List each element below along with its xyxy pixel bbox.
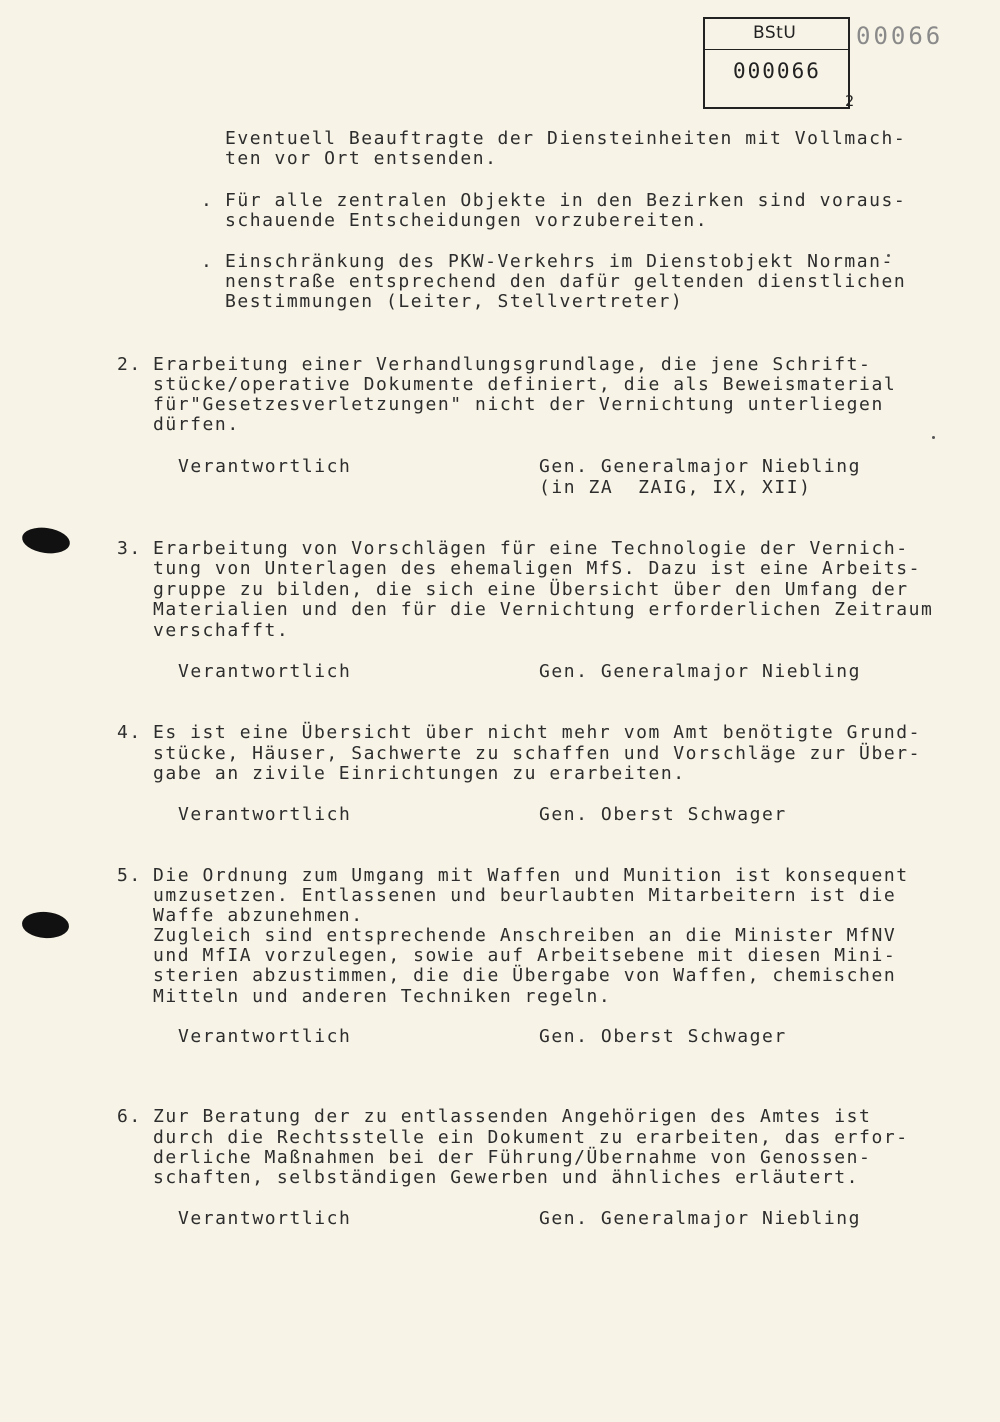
text-line: Eventuell Beauftragte der Diensteinheiten mit Vollmach- [225, 128, 907, 149]
text-line: Erarbeitung einer Verhandlungsgrundlage, die jene Schrift- [153, 354, 872, 375]
responsible-person: Gen. Oberst Schwager [539, 1026, 787, 1047]
bullet-marker: . [201, 190, 214, 211]
stamp-divider [705, 49, 848, 50]
text-line: derliche Maßnahmen bei der Führung/Übernahme von Genossen- [153, 1147, 872, 1168]
text-line: ten vor Ort entsenden. [225, 148, 498, 169]
stamp-mark: 2 [845, 92, 855, 110]
punch-hole-mark-top [20, 525, 71, 556]
responsible-label: Verantwortlich [178, 456, 352, 477]
text-line: Zugleich sind entsprechende Anschreiben an die Minister MfNV [153, 925, 897, 946]
item-number: 6. [117, 1106, 142, 1127]
responsible-label: Verantwortlich [178, 661, 352, 682]
text-line: und MfIA vorzulegen, sowie auf Arbeitsebene mit diesen Mini- [153, 945, 897, 966]
item-number: 2. [117, 354, 142, 375]
archive-stamp [703, 17, 855, 110]
responsible-person: Gen. Generalmajor Niebling [539, 456, 862, 477]
text-line: schaften, selbständigen Gewerben und ähnliches erläutert. [153, 1167, 860, 1188]
text-line: Zur Beratung der zu entlassenden Angehörigen des Amtes ist [153, 1106, 872, 1127]
responsible-label: Verantwortlich [178, 1208, 352, 1229]
text-line: Mitteln und anderen Techniken regeln. [153, 986, 612, 1007]
bullet-marker: . [201, 251, 214, 272]
text-line: schauende Entscheidungen vorzubereiten. [225, 210, 709, 231]
responsible-label: Verantwortlich [178, 804, 352, 825]
text-line: Bestimmungen (Leiter, Stellvertreter) [225, 291, 684, 312]
text-line: durch die Rechtsstelle ein Dokument zu erarbeiten, das erfor- [153, 1127, 909, 1148]
text-line: Die Ordnung zum Umgang mit Waffen und Munition ist konsequent [153, 865, 909, 886]
responsible-person: Gen. Oberst Schwager [539, 804, 787, 825]
text-line: für"Gesetzesverletzungen" nicht der Vernichtung unterliegen [153, 394, 884, 415]
text-line: stücke/operative Dokumente definiert, die als Beweismaterial [153, 374, 897, 395]
text-line: gruppe zu bilden, die sich eine Übersicht über den Umfang der [153, 579, 909, 600]
text-line: Waffe abzunehmen. [153, 905, 364, 926]
responsible-person: Gen. Generalmajor Niebling [539, 661, 862, 682]
text-line: umzusetzen. Entlassenen und beurlaubten Mitarbeitern ist die [153, 885, 897, 906]
text-line: sterien abzustimmen, die die Übergabe von Waffen, chemischen [153, 965, 897, 986]
item-number: 3. [117, 538, 142, 559]
speck [932, 436, 935, 439]
item-number: 4. [117, 722, 142, 743]
responsible-person: (in ZA ZAIG, IX, XII) [539, 477, 812, 498]
text-line: stücke, Häuser, Sachwerte zu schaffen und Vorschläge zur Über- [153, 743, 921, 764]
text-line: tung von Unterlagen des ehemaligen MfS. Dazu ist eine Arbeits- [153, 558, 921, 579]
text-line: Es ist eine Übersicht über nicht mehr vom Amt benötigte Grund- [153, 722, 921, 743]
text-line: Erarbeitung von Vorschlägen für eine Technologie der Vernich- [153, 538, 909, 559]
responsible-person: Gen. Generalmajor Niebling [539, 1208, 862, 1229]
text-line: Einschränkung des PKW-Verkehrs im Dienstobjekt Norman- [225, 251, 894, 272]
item-number: 5. [117, 865, 142, 886]
punch-hole-mark-bottom [21, 910, 70, 939]
corner-page-number: 00066 [856, 22, 944, 50]
responsible-label: Verantwortlich [178, 1026, 352, 1047]
text-line: verschafft. [153, 620, 290, 641]
text-line: dürfen. [153, 414, 240, 435]
text-line: Für alle zentralen Objekte in den Bezirken sind voraus- [225, 190, 907, 211]
text-line: nenstraße entsprechend den dafür geltenden dienstlichen [225, 271, 907, 292]
text-line: Materialien und den für die Vernichtung erforderlichen Zeitraum [153, 599, 934, 620]
stamp-number: 000066 [733, 59, 821, 83]
stamp-label: BStU [753, 23, 797, 43]
text-line: gabe an zivile Einrichtungen zu erarbeiten. [153, 763, 686, 784]
